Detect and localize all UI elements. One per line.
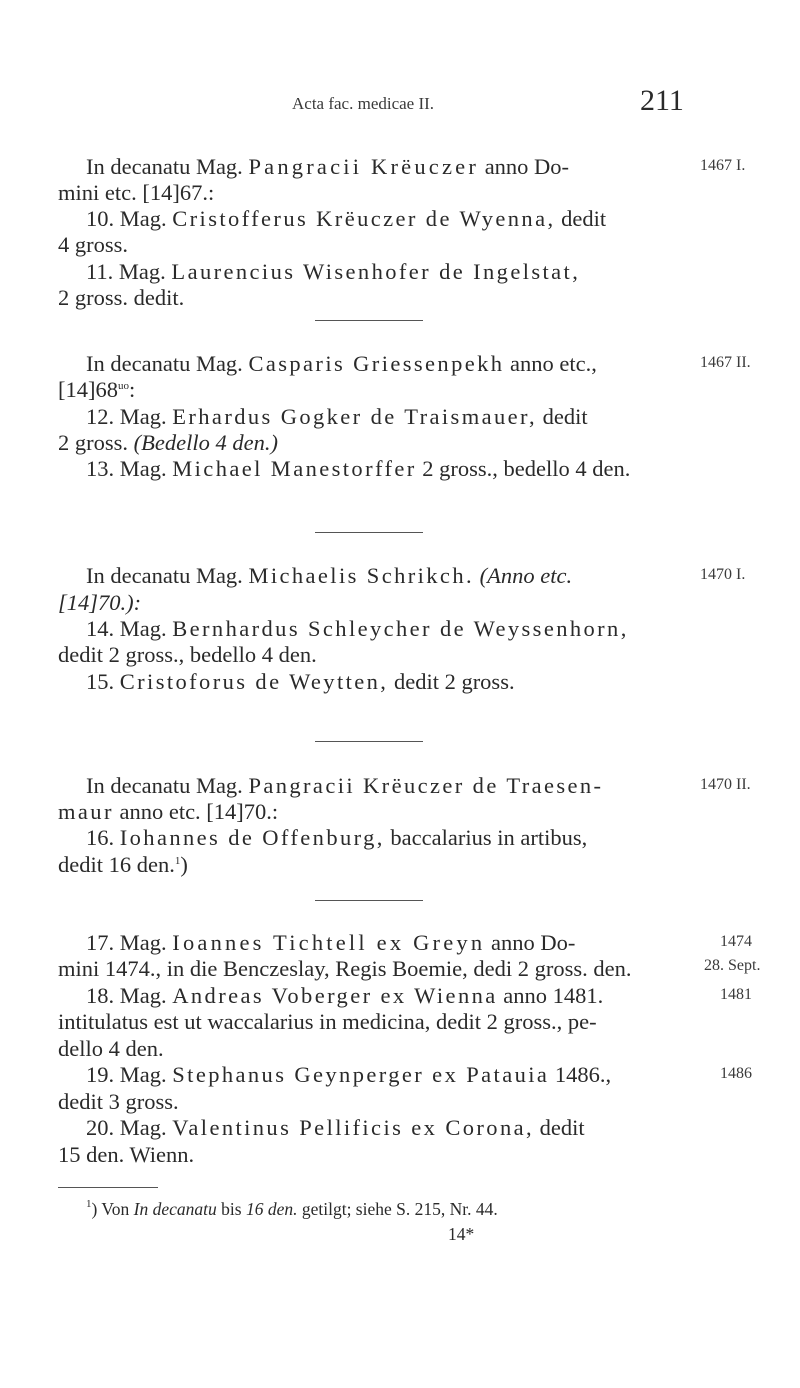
entry-18-line3: dello 4 den. [58,1036,164,1061]
section-4-intro-line1: In decanatu Mag. Pangracii Krëuczer de Traesen- [86,773,604,798]
margin-note-1474: 1474 [720,933,752,950]
margin-note-1470-II: 1470 II. [700,776,751,793]
section-1-intro-line1: In decanatu Mag. Pangracii Krëuczer anno Do- [86,154,570,179]
section-3-intro-line1: In decanatu Mag. Michaelis Schrikch. (Anno etc. [86,563,573,588]
entry-20-line1: 20. Mag. Valentinus Pellificis ex Corona, dedit [86,1115,585,1140]
footnote-separator [58,1187,158,1188]
sheet-signature: 14* [448,1224,475,1244]
entry-19-line1: 19. Mag. Stephanus Geynperger ex Patauia 1486., [86,1062,612,1087]
entry-10-line1: 10. Mag. Cristofferus Krëuczer de Wyenna, dedit [86,206,607,231]
entry-11-line1: 11. Mag. Laurencius Wisenhofer de Ingelstat, [86,259,581,284]
entry-16-line1: 16. Iohannes de Offenburg, baccalarius in artibus, [86,825,588,850]
section-divider [315,741,423,742]
footnote-text: $^1$) Von In decanatu bis 16 den. getilgt; siehe S. 215, Nr. 44. [86,1198,498,1219]
page-number: 211 [640,84,684,117]
entry-18-line2: intitulatus est ut waccalarius in medicina, dedit 2 gross., pe- [58,1009,597,1034]
entry-17-line2: mini 1474., in die Benczeslay, Regis Boemie, dedi 2 gross. den. [58,956,632,981]
section-2-intro-line2: $[14]68^{uo}$: [58,377,136,402]
entry-14-line1: 14. Mag. Bernhardus Schleycher de Weyssenhorn, [86,616,629,641]
entry-19-line2: dedit 3 gross. [58,1089,179,1114]
entry-16-line2: dedit 16 den.$^1$) [58,852,188,877]
entry-15-line1: 15. Cristoforus de Weytten, dedit 2 gross. [86,669,515,694]
running-title: Acta fac. medicae II. [292,94,435,113]
entry-12-line1: 12. Mag. Erhardus Gogker de Traismauer, dedit [86,404,588,429]
margin-note-1470-I: 1470 I. [700,566,746,583]
entry-20-line2: 15 den. Wienn. [58,1142,195,1167]
section-4-intro-line2: maur anno etc. [14]70.: [58,799,279,824]
entry-17-line1: 17. Mag. Ioannes Tichtell ex Greyn anno Do- [86,930,576,955]
entry-11-line2: 2 gross. dedit. [58,285,185,310]
margin-note-1467-II: 1467 II. [700,354,751,371]
entry-13-line1: 13. Mag. Michael Manestorffer 2 gross., bedello 4 den. [86,456,631,481]
section-2-intro-line1: In decanatu Mag. Casparis Griessenpekh anno etc., [86,351,597,376]
entry-12-line2: 2 gross. (Bedello 4 den.) [58,430,278,455]
section-divider [315,900,423,901]
footnote-ref: 1 [174,855,181,867]
margin-note-1481: 1481 [720,986,752,1003]
entry-18-line1: 18. Mag. Andreas Voberger ex Wienna anno 1481. [86,983,604,1008]
margin-note-1467-I: 1467 I. [700,157,746,174]
section-divider [315,532,423,533]
section-divider [315,320,423,321]
section-3-intro-line2: [14]70.): [58,590,142,615]
margin-note-1486: 1486 [720,1065,752,1082]
entry-10-line2: 4 gross. [58,232,129,257]
section-1-intro-line2: mini etc. [14]67.: [58,180,215,205]
entry-14-line2: dedit 2 gross., bedello 4 den. [58,642,317,667]
margin-note-sept: 28. Sept. [704,957,761,974]
